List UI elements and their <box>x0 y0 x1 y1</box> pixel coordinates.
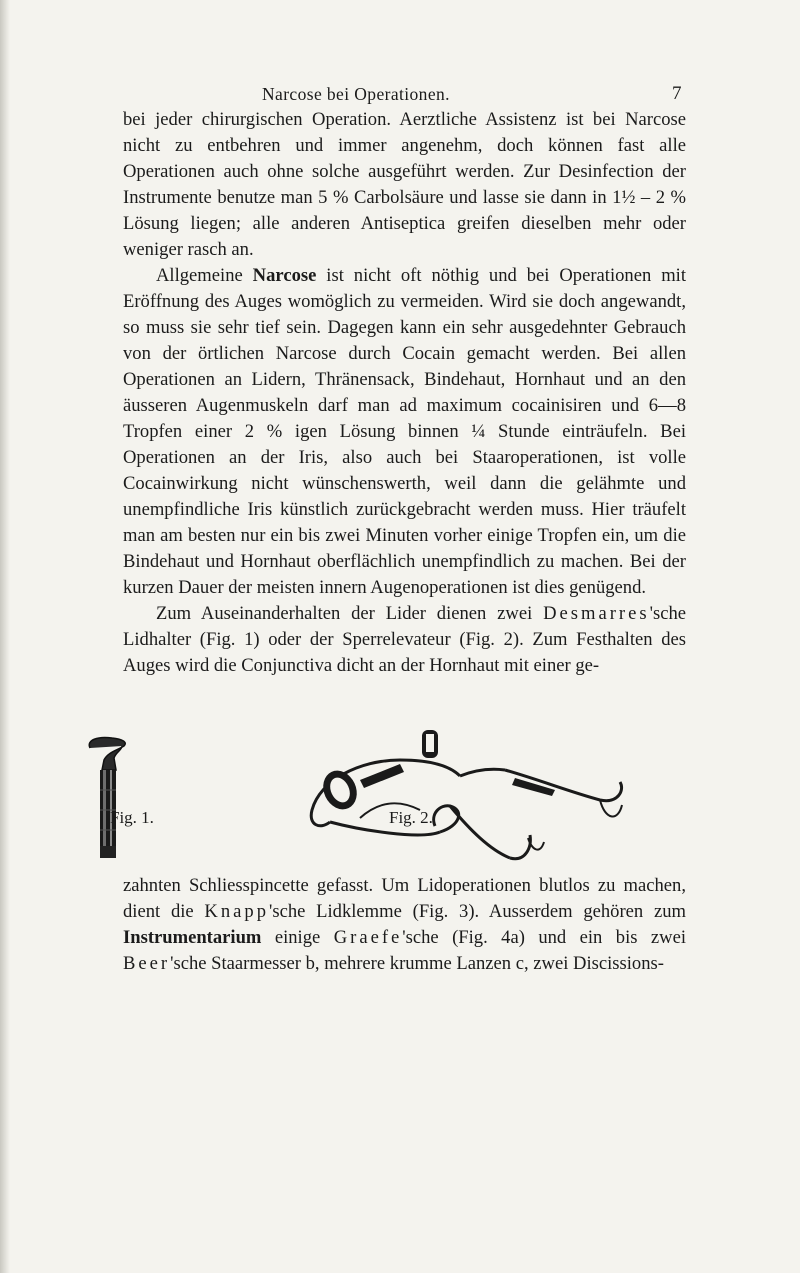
paragraph-4-part-e: 'sche Staarmesser b, mehrere krumme Lanzen c, zwei Discissions- <box>170 953 664 974</box>
page-header <box>0 82 800 106</box>
paragraph-4-part-c: einige <box>261 927 334 948</box>
body-text-bottom <box>123 873 686 977</box>
fig1-lid-retractor-illustration <box>84 730 134 865</box>
running-title: Narcose bei Operationen. <box>262 84 450 104</box>
page-binding-shadow <box>0 0 10 1273</box>
paragraph-4-part-d: 'sche (Fig. 4a) und ein bis zwei <box>402 927 686 948</box>
author-beer: Beer <box>123 953 171 974</box>
paragraph-2 <box>123 263 686 601</box>
instrumentarium-heading: Instrumentarium <box>123 927 262 948</box>
paragraph-3-rest: 'sche Lidhalter (Fig. 1) oder der Sperrelevateur (Fig. 2). Zum Festhalten des Auges wird die Conjunctiva dicht an der Hornhaut mit einer ge- <box>123 603 686 676</box>
paragraph-3 <box>123 601 686 679</box>
paragraph-2-lead: Allgemeine <box>156 265 253 286</box>
fig2-caption: Fig. 2. <box>389 808 433 827</box>
fig1-caption: Fig. 1. <box>110 808 154 827</box>
paragraph-3-lead: Zum Auseinanderhalten der Lider dienen zwei <box>156 603 544 624</box>
paragraph-4-part-b: 'sche Lidklemme (Fig. 3). Ausserdem gehören zum <box>269 901 686 922</box>
figures-area <box>0 730 800 870</box>
paragraph-1: bei jeder chirurgischen Operation. Aerztliche Assistenz ist bei Narcose nicht zu entbehren und immer angenehm, doch können fast alle Operationen auch ohne solche ausgeführt werden. Zur Desinfection der Instrumente benutze man 5 % Carbolsäure und lasse sie dann in 1½ – 2 % Lösung liegen; alle anderen Antiseptica greifen dieselben mehr oder weniger rasch an. <box>123 109 686 260</box>
paragraph-4-part-a: zahnten Schliesspincette gefasst. Um Lidoperationen blutlos zu machen, dient die <box>123 875 686 922</box>
author-desmarres: Desmarres <box>543 603 650 624</box>
page-number: 7 <box>672 83 682 104</box>
body-text-top <box>123 107 686 679</box>
narcose-heading: Narcose <box>252 265 317 286</box>
author-graefe: Graefe <box>333 927 403 948</box>
paragraph-2-rest: ist nicht oft nöthig und bei Operationen mit Eröffnung des Auges womöglich zu vermeiden. Wird sie doch angewandt, so muss sie sehr tief sein. Dagegen kann ein sehr ausgedehnter Gebrauch von der örtlichen Narcose durch Cocain gemacht werden. Bei allen Operationen an Lidern, Thränensack, Bindehaut, Hornhaut und an den äusseren Augenmuskeln darf man ad maximum cocainisiren und 6—8 Tropfen einer 2 % igen Lösung binnen ¼ Stunde einträufeln. Bei Operationen an der Iris, also auch bei Staaroperationen, ist volle Cocainwirkung nicht wünschenswerth, weil dann die gelähmte und unempfindliche Iris künstlich zurückgebracht werden muss. Hier träufelt man am besten nur ein bis zwei Minuten vorher einige Tropfen ein, um die Bindehaut und Hornhaut oberflächlich unempfindlich zu machen. Bei der kurzen Dauer der meisten innern Augenoperationen ist dies genügend. <box>123 265 687 598</box>
author-knapp: Knapp <box>204 901 269 922</box>
paragraph-4 <box>123 873 686 977</box>
fig2-speculum-illustration <box>300 730 660 865</box>
